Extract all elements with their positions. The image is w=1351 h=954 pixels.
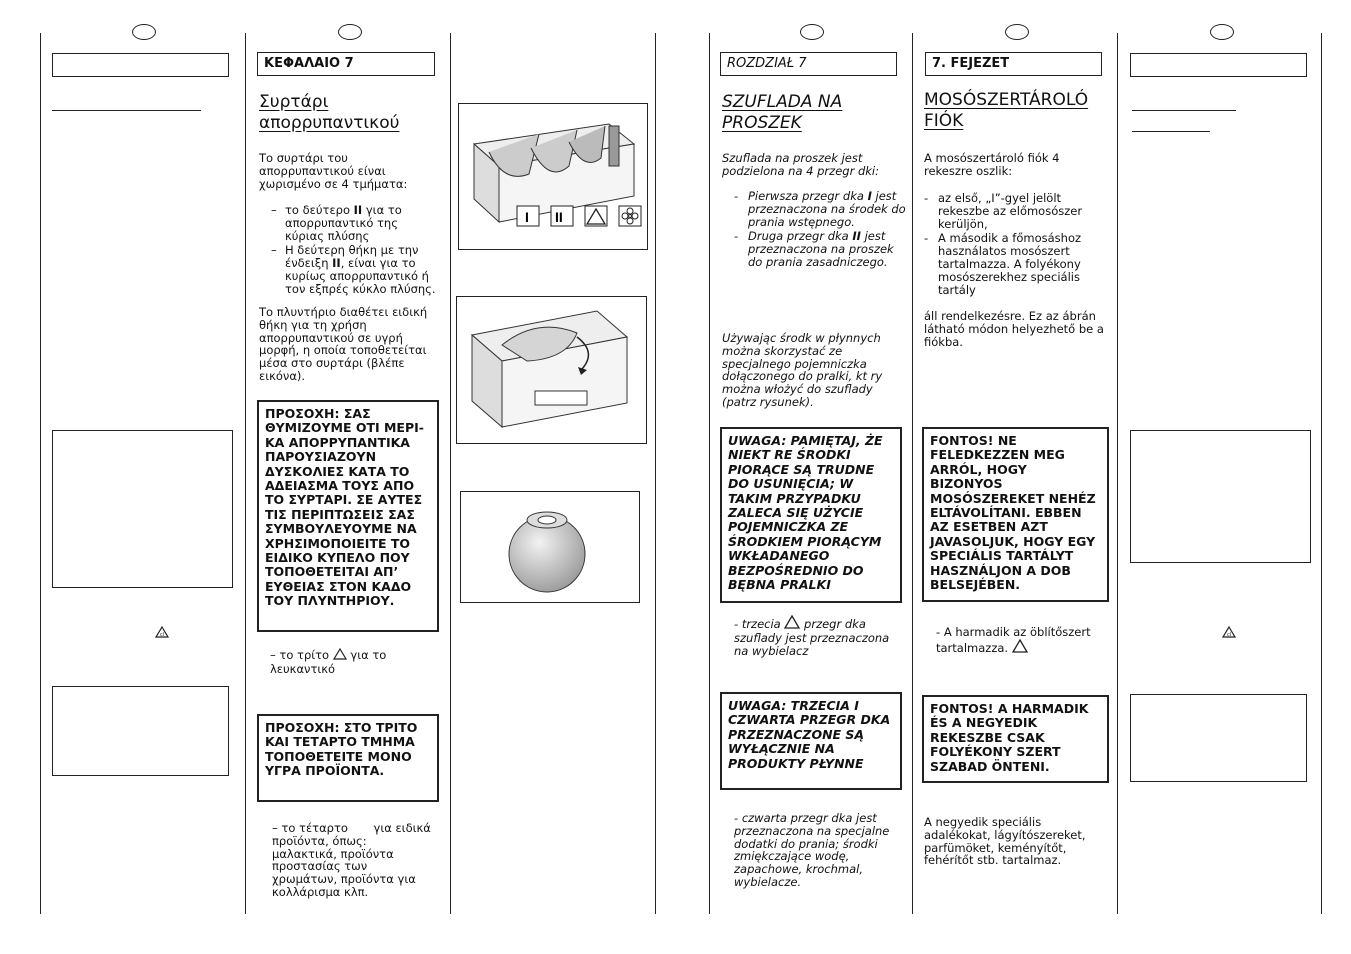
warning-box: ΠΡΟΣΟΧΗ: ΣΤΟ ΤΡΙΤΟ ΚΑΙ ΤΕΤΑΡΤΟ ΤΜΗΜΑ ΤΟΠΟΘΕΤΕΙΤΕ ΜΟΝΟ ΥΓΡΑ ΠΡΟΪΟΝΤΑ. bbox=[257, 714, 439, 802]
title-underline bbox=[1132, 110, 1236, 111]
list-item: – Η δεύτερη θήκη με την ένδειξη II, είναι για το κυρίως απορρυπαντικό ή τον εξπρές κύκλο πλύσης. bbox=[269, 244, 439, 295]
svg-text:cl: cl bbox=[160, 632, 165, 638]
fourth-compartment-text: - czwarta przegr dka jest przeznaczona na specjalne dodatki do prania; środki zmiękczające wodę, zapachowe, krochmal, wybielacze. bbox=[734, 811, 890, 889]
warning-triangle-icon bbox=[333, 648, 347, 663]
liquid-text: Używając środk w płynnych można skorzystać ze specjalnego pojemniczka dołączonego do pralki, kt ry można włożyć do szuflady (patrz rysunek). bbox=[722, 331, 883, 409]
column-divider bbox=[245, 33, 246, 914]
warning-box: UWAGA: PAMIĘTAJ, ŻE NIEKT RE ŚRODKI PIORĄCE SĄ TRUDNE DO USUNIĘCIA; W TAKIM PRZYPADKU ZALECA SIĘ UŻYCIE POJEMNICZKA ZE ŚRODKIEM PIORĄCYM WKŁADANEGO BEZPOŚREDNIO DO BĘBNA PRALKI bbox=[720, 427, 902, 603]
warning-box bbox=[52, 430, 233, 588]
svg-text:cl: cl bbox=[1227, 632, 1232, 638]
warning-triangle-icon bbox=[1012, 639, 1028, 656]
title-underline bbox=[1132, 131, 1210, 132]
compartment-list bbox=[922, 192, 1097, 298]
drawer-compartments-figure bbox=[458, 103, 648, 250]
compartment-list bbox=[269, 204, 439, 298]
list-item: – το δεύτερο II για το απορρυπαντικό της κύριας πλύσης bbox=[269, 204, 439, 242]
chapter-heading: 7. FEJEZET bbox=[925, 52, 1102, 76]
section-title: MOSÓSZERTÁROLÓ FIÓK bbox=[924, 90, 1089, 131]
language-badge bbox=[1210, 24, 1234, 40]
list-item: - Pierwsza przegr dka I jest przeznaczona na środek do prania wstępnego. bbox=[732, 190, 907, 228]
warning-box bbox=[1130, 694, 1307, 782]
section-title: SZUFLADA NA PROSZEK bbox=[722, 92, 843, 133]
warning-triangle-icon bbox=[155, 623, 169, 642]
warning-box: FONTOS! A HARMADIK ÉS A NEGYEDIK REKESZBE CSAK FOLYÉKONY SZERT SZABAD ÖNTENI. bbox=[922, 695, 1109, 783]
column-divider bbox=[709, 33, 710, 914]
chapter-heading-box bbox=[1130, 53, 1307, 77]
third-compartment-text: - trzecia przegr dka szuflady jest przeznaczona na wybielacz bbox=[734, 617, 890, 658]
intro-text: Το συρτάρι του απορρυπαντικού είναι χωρισμένο σε 4 τμήματα: bbox=[259, 151, 408, 191]
compartment-label-2: II bbox=[555, 209, 563, 225]
chapter-heading: ΚΕΦΑΛΑΙΟ 7 bbox=[257, 52, 435, 76]
fourth-compartment-text: A negyedik speciális adalékokat, lágyítószereket, parfümöket, keményítőt, fehérítőt stb. tartalmaz. bbox=[924, 815, 1086, 868]
warning-triangle-icon bbox=[784, 615, 800, 632]
column-divider bbox=[450, 33, 451, 914]
third-compartment-text: – το τρίτο για το λευκαντικό bbox=[270, 648, 387, 676]
list-item: - az első, „I”-gyel jelölt rekeszbe az előmosószer kerüljön, bbox=[922, 192, 1097, 230]
dosing-ball-figure bbox=[460, 491, 640, 603]
chapter-heading-box bbox=[52, 53, 229, 77]
warning-box bbox=[1130, 430, 1311, 563]
intro-text: Szuflada na proszek jest podzielona na 4 przegr dki: bbox=[722, 151, 879, 178]
warning-box: ΠΡΟΣΟΧΗ: ΣΑΣ ΘΥΜΙΖΟΥΜΕ ΟΤΙ ΜΕΡΙ-ΚΑ ΑΠΟΡΡΥΠΑΝΤΙΚΑ ΠΑΡΟΥΣΙΑΖΟΥΝ ΔΥΣΚΟΛΙΕΣ ΚΑΤΑ ΤΟ ΑΔΕΙΑΣΜΑ ΤΟΥΣ ΑΠΟ ΤΟ ΣΥΡΤΑΡΙ. ΣΕ ΑΥΤΕΣ ΤΙΣ ΠΕΡΙΠΤΩΣΕΙΣ ΣΑΣ ΣΥΜΒΟΥΛΕΥΟΥΜΕ ΝΑ ΧΡΗΣΙΜΟΠΟΙΕΙΤΕ ΤΟ ΕΙΔΙΚΟ ΚΥΠΕΛΟ ΠΟΥ ΤΟΠΟΘΕΤΕΙΤΑΙ ΑΠ’ ΕΥΘΕΙΑΣ ΣΤΟΝ ΚΑΔΟ ΤΟΥ ΠΛΥΝΤΗΡΙΟΥ. bbox=[257, 400, 439, 632]
fourth-compartment-text: – το τέταρτο για ειδικά προϊόντα, όπως: μαλακτικά, προϊόντα προστασίας των χρωμάτων, προϊόντα για κολλάρισμα κλπ. bbox=[272, 821, 431, 899]
intro-text: A mosószertároló fiók 4 rekeszre oszlik: bbox=[924, 151, 1060, 178]
liquid-text: Το πλυντήριο διαθέτει ειδική θήκη για τη χρήση απορρυπαντικού σε υγρή μορφή, η οποία τοποθετείται μέσα στο συρτάρι (βλέπε εικόνα). bbox=[259, 305, 428, 383]
section-title: Συρτάρι απορρυπαντικού bbox=[259, 92, 400, 133]
column-divider bbox=[1321, 33, 1322, 914]
language-badge bbox=[338, 24, 362, 40]
warning-box bbox=[52, 686, 229, 776]
list-item: - Druga przegr dka II jest przeznaczona na proszek do prania zasadniczego. bbox=[732, 230, 907, 268]
compartment-label-1: I bbox=[525, 209, 529, 225]
column-divider bbox=[912, 33, 913, 914]
liquid-text: áll rendelkezésre. Ez az ábrán látható módon helyezhető be a fiókba. bbox=[924, 309, 1104, 349]
language-badge bbox=[132, 24, 156, 40]
compartment-list bbox=[732, 190, 907, 271]
third-compartment-text: - A harmadik az öblítőszert tartalmazza. bbox=[936, 625, 1091, 655]
column-divider bbox=[655, 33, 656, 914]
warning-box: FONTOS! NE FELEDKEZZEN MEG ARRÓL, HOGY BIZONYOS MOSÓSZEREKET NEHÉZ ELTÁVOLÍTANI. EBBEN AZ ESETBEN AZT JAVASOLJUK, HOGY EGY SPECIÁLIS TARTÁLYT HASZNÁLJON A DOB BELSEJÉBEN. bbox=[922, 427, 1109, 602]
list-item: - A második a főmosáshoz használatos mosószert tartalmazza. A folyékony mosószerekhez speciális tartály bbox=[922, 232, 1097, 296]
column-divider bbox=[1117, 33, 1118, 914]
language-badge bbox=[800, 24, 824, 40]
language-badge bbox=[1005, 24, 1029, 40]
warning-box: UWAGA: TRZECIA I CZWARTA PRZEGR DKA PRZEZNACZONE SĄ WYŁĄCZNIE NA PRODUKTY PŁYNNE bbox=[720, 692, 902, 790]
chapter-heading: ROZDZIAŁ 7 bbox=[720, 52, 897, 76]
warning-triangle-icon bbox=[1222, 623, 1236, 642]
title-underline bbox=[52, 110, 201, 111]
column-divider bbox=[40, 33, 41, 914]
liquid-container-figure bbox=[456, 296, 647, 444]
